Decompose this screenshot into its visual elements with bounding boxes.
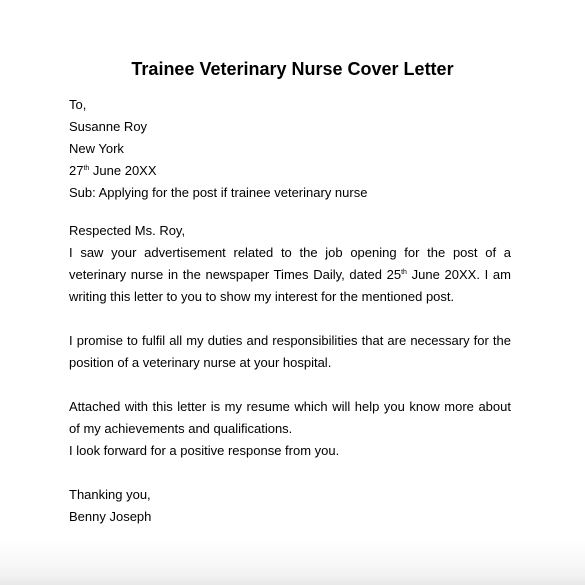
recipient-city: New York	[69, 141, 124, 156]
date-suffix: th	[83, 165, 90, 172]
paragraph-closing-remark: I look forward for a positive response from you.	[69, 443, 340, 458]
date-rest: June 20XX	[89, 163, 157, 178]
date-day: 27	[69, 163, 84, 178]
paragraph-1-part-2: June 20XX. I am writing this letter to you to show my interest for the mentioned post.	[69, 267, 511, 304]
letter-subject: Sub: Applying for the post if trainee veterinary nurse	[69, 185, 368, 200]
spacer	[69, 462, 511, 484]
salutation: Respected Ms. Roy,	[69, 223, 186, 238]
spacer	[69, 204, 511, 220]
document-title: Trainee Veterinary Nurse Cover Letter	[131, 59, 454, 79]
spacer	[69, 308, 511, 330]
letter-date	[69, 160, 511, 182]
recipient-to: To,	[69, 97, 87, 112]
paragraph-promise: I promise to fulfil all my duties and responsibilities that are necessary for the position of a veterinary nurse at your hospital.	[69, 333, 511, 370]
closing: Thanking you,	[69, 487, 151, 502]
signature: Benny Joseph	[69, 509, 152, 524]
paragraph-advertisement	[69, 242, 511, 308]
paragraph-1-part-1: I saw your advertisement related to the job opening for the post of a veterinary nurse in the newspaper Times Daily, dated 25	[69, 245, 511, 282]
letter-body	[69, 94, 511, 528]
paragraph-attachment: Attached with this letter is my resume which will help you know more about of my achievements and qualifications.	[69, 399, 511, 436]
spacer	[69, 374, 511, 396]
recipient-name: Susanne Roy	[69, 119, 148, 134]
paragraph-1-superscript: th	[401, 269, 407, 276]
